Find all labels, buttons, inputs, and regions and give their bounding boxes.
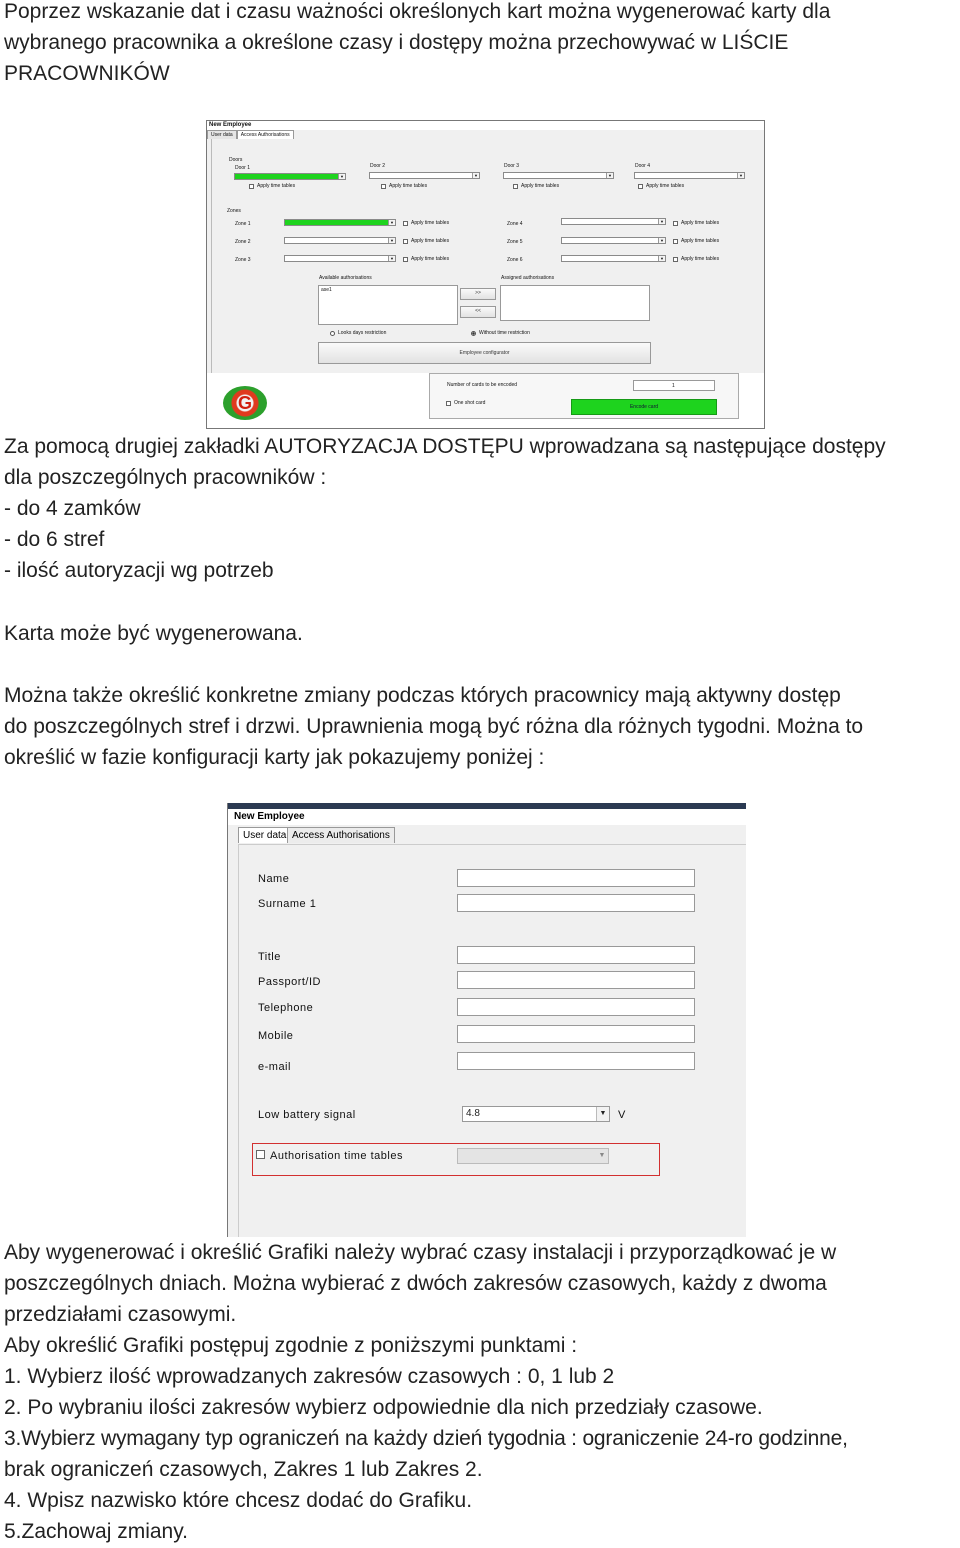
mobile-field[interactable] [457,1025,695,1043]
window-title: New Employee [228,809,746,825]
chevron-down-icon: ▼ [606,173,613,178]
text-line: - do 4 zamków [4,497,141,520]
intro-paragraph [4,0,956,89]
chevron-down-icon: ▼ [658,219,665,224]
list-item: 3.Wybierz wymagany typ ograniczeń na każdy dzień tygodnia : ograniczenie 24-ro godzinne, [4,1427,848,1450]
telephone-field[interactable] [457,998,695,1016]
zone-4-label: Zone 4 [507,221,523,227]
door-1-apply-checkbox[interactable] [249,184,254,189]
shifts-paragraph [4,680,956,773]
chevron-down-icon: ▼ [388,256,395,261]
access-authorisations-screenshot [206,120,765,429]
one-shot-checkbox[interactable] [446,401,451,406]
zones-heading: Zones [227,208,241,214]
list-item: 2. Po wybraniu ilości zakresów wybierz odpowiednie dla nich przedziały czasowe. [4,1396,763,1419]
low-battery-label: Low battery signal [258,1109,356,1121]
list-item: 5.Zachowaj zmiany. [4,1520,189,1543]
text-line: Aby określić Grafiki postępuj zgodnie z poniższymi punktami : [4,1334,578,1357]
text-line: poszczególnych dniach. Można wybierać z dwóch zakresów czasowych, każdy z dwoma [4,1272,827,1295]
text-line: wybranego pracownika a określone czasy i dostępy można przechowywać w LIŚCIE [4,31,789,54]
zone-4-select[interactable] [561,218,666,225]
email-field[interactable] [457,1052,695,1070]
add-authorisation-button[interactable]: >> [460,288,496,300]
user-data-screenshot [227,803,746,1237]
zone-3-label: Zone 3 [235,257,251,263]
authorisation-time-tables-select[interactable] [457,1148,609,1164]
company-logo [223,386,267,420]
chevron-down-icon: ▼ [737,173,744,178]
employee-configurator-button[interactable]: Employee configurator [318,342,651,364]
one-shot-label: One shot card [454,400,486,406]
instructions-paragraph [4,1237,956,1547]
zone-6-apply-label: Apply time tables [681,256,720,262]
without-time-restriction-label: Without time restriction [479,330,530,336]
door-3-label: Door 3 [504,163,520,169]
encode-panel [429,373,739,419]
authorisation-time-tables-label: Authorisation time tables [270,1150,403,1162]
name-field[interactable] [457,869,695,887]
cards-count-label: Number of cards to be encoded [447,382,518,388]
cards-count-value: 1 [672,383,675,389]
tab-bar [207,130,294,139]
tab-user-data[interactable]: User data [207,130,237,139]
chevron-down-icon: ▼ [596,1107,609,1121]
text-line: dla poszczególnych pracowników : [4,466,327,489]
low-battery-value: 4.8 [466,1108,480,1119]
low-battery-select[interactable] [462,1106,610,1122]
text-line: - ilość autoryzacji wg potrzeb [4,559,274,582]
zone-5-apply-label: Apply time tables [681,238,720,244]
door-4-select[interactable] [634,172,745,179]
zone-4-apply-label: Apply time tables [681,220,720,226]
zone-6-select[interactable] [561,255,666,262]
authorisation-time-tables-checkbox[interactable] [256,1150,265,1159]
zone-5-select[interactable] [561,237,666,244]
zone-1-label: Zone 1 [235,221,251,227]
available-authorisations-label: Available authorisations [319,275,372,281]
logo-glyph: G [237,393,252,413]
cards-count-input[interactable] [633,380,715,391]
passport-field[interactable] [457,971,695,989]
surname-label: Surname 1 [258,898,317,910]
text-line: określić w fazie konfiguracji karty jak pokazujemy poniżej : [4,746,545,769]
surname-field[interactable] [457,894,695,912]
text-line: Poprzez wskazanie dat i czasu ważności określonych kart można wygenerować karty dla [4,0,831,23]
email-label: e-mail [258,1061,291,1073]
without-time-restriction-radio[interactable] [471,331,476,336]
title-field[interactable] [457,946,695,964]
door-2-apply-label: Apply time tables [389,183,428,189]
passport-label: Passport/ID [258,976,321,988]
zone-1-select[interactable] [284,219,396,226]
chevron-down-icon: ▼ [658,256,665,261]
tab-user-data[interactable]: User data [238,827,291,843]
chevron-down-icon: ▼ [598,1152,606,1159]
zone-3-apply-label: Apply time tables [411,256,450,262]
mobile-label: Mobile [258,1030,294,1042]
looks-days-restriction-label: Looks days restriction [338,330,387,336]
zone-3-apply-checkbox[interactable] [403,257,408,262]
door-2-apply-checkbox[interactable] [381,184,386,189]
zone-6-apply-checkbox[interactable] [673,257,678,262]
chevron-down-icon: ▼ [338,174,345,179]
door-4-apply-label: Apply time tables [646,183,685,189]
zone-1-apply-label: Apply time tables [411,220,450,226]
window-title: New Employee [207,121,764,130]
door-4-apply-checkbox[interactable] [638,184,643,189]
zone-3-select[interactable] [284,255,396,262]
access-description-paragraph [4,431,956,586]
list-item: 4. Wpisz nazwisko które chcesz dodać do Grafiku. [4,1489,473,1512]
zone-1-apply-checkbox[interactable] [403,221,408,226]
zone-5-apply-checkbox[interactable] [673,239,678,244]
available-authorisations-list[interactable] [318,285,458,325]
door-1-label: Door 1 [235,165,251,171]
tab-access-authorisations[interactable]: Access Authorisations [287,827,395,843]
door-3-apply-label: Apply time tables [521,183,560,189]
chevron-down-icon: ▼ [658,238,665,243]
door-3-apply-checkbox[interactable] [513,184,518,189]
zone-2-label: Zone 2 [235,239,251,245]
card-generation-paragraph [4,618,956,649]
list-item[interactable]: ase1 [321,287,332,293]
text-line: Aby wygenerować i określić Grafiki należy wybrać czasy instalacji i przyporządkować je w [4,1241,837,1264]
zone-2-apply-checkbox[interactable] [403,239,408,244]
name-label: Name [258,873,290,885]
door-2-label: Door 2 [370,163,386,169]
text-line: Karta może być wygenerowana. [4,622,303,645]
door-1-apply-label: Apply time tables [257,183,296,189]
doors-heading: Doors [229,157,243,163]
encode-card-button[interactable]: Encode card [571,399,717,415]
text-line: brak ograniczeń czasowych, Zakres 1 lub Zakres 2. [4,1458,483,1481]
door-2-select[interactable] [369,172,480,179]
text-line: do poszczególnych stref i drzwi. Uprawnienia mogą być różna dla różnych tygodni. Można to [4,715,864,738]
text-line: Można także określić konkretne zmiany podczas których pracownicy mają aktywny dostęp [4,684,841,707]
zone-6-label: Zone 6 [507,257,523,263]
door-4-label: Door 4 [635,163,651,169]
zone-2-apply-label: Apply time tables [411,238,450,244]
zone-2-select[interactable] [284,237,396,244]
zone-4-apply-checkbox[interactable] [673,221,678,226]
door-3-select[interactable] [503,172,614,179]
low-battery-unit: V [618,1109,626,1121]
text-line: Za pomocą drugiej zakładki AUTORYZACJA DOSTĘPU wprowadzana są następujące dostępy [4,435,886,458]
chevron-down-icon: ▼ [388,238,395,243]
tab-access-authorisations[interactable]: Access Authorisations [237,130,294,139]
zone-5-label: Zone 5 [507,239,523,245]
text-line: PRACOWNIKÓW [4,62,170,85]
assigned-authorisations-list[interactable] [500,285,650,321]
looks-days-restriction-radio[interactable] [330,331,335,336]
list-item: 1. Wybierz ilość wprowadzanych zakresów czasowych : 0, 1 lub 2 [4,1365,615,1388]
remove-authorisation-button[interactable]: << [460,306,496,318]
text-line: - do 6 stref [4,528,105,551]
assigned-authorisations-label: Assigned authorisations [501,275,555,281]
chevron-down-icon: ▼ [388,220,395,225]
door-1-select[interactable] [234,173,346,180]
text-line: przedziałami czasowymi. [4,1303,237,1326]
chevron-down-icon: ▼ [472,173,479,178]
telephone-label: Telephone [258,1002,314,1014]
title-label: Title [258,951,281,963]
